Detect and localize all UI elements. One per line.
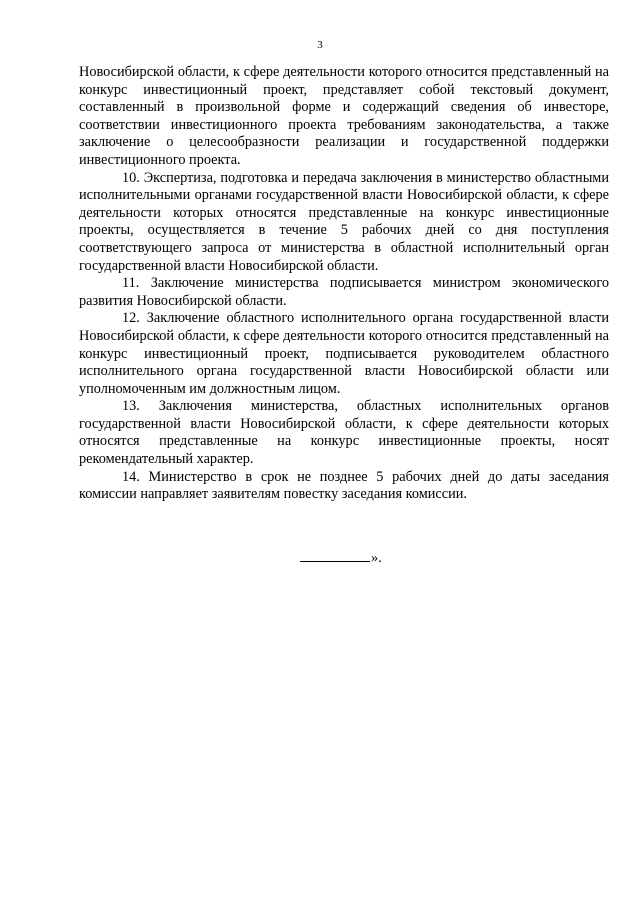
page-number: 3 (317, 39, 323, 51)
document-body (79, 64, 609, 504)
paragraph-12: 12. Заключение областного исполнительного органа государственной власти Новосибирской области, к сфере деятельности которого относится представленный на конкурс инвестиционный проект, подписывается руководителем областного исполнительного органа государственной власти Новосибирской области или уполномоченным им должностным лицом. (79, 310, 609, 397)
paragraph-10: 10. Экспертиза, подготовка и передача заключения в министерство областными исполнительными органами государственной власти Новосибирской области, к сфере деятельности которых относятся представленные на конкурс инвестиционные проекты, осуществляется в течение 5 рабочих дней со дня поступления соответствующего запроса от министерства в областной исполнительный орган государственной власти Новосибирской области. (79, 169, 609, 274)
paragraph-continuation: Новосибирской области, к сфере деятельности которого относится представленный на конкурс инвестиционный проект, представляет собой текстовый документ, составленный в произвольной форме и содержащий сведения об инвесторе, соответствии инвестиционного проекта требованиям законодательства, а также заключение о целесообразности реализации и государственной поддержки инвестиционного проекта. (79, 64, 609, 168)
paragraph-13: 13. Заключения министерства, областных исполнительных органов государственной власти Новосибирской области, к сфере деятельности которых относятся представленные на конкурс инвестиционные проекты, носят рекомендательный характер. (79, 398, 609, 468)
closing-mark (300, 548, 382, 567)
paragraph-11: 11. Заключение министерства подписывается министром экономического развития Новосибирской области. (79, 275, 609, 309)
closing-underline (300, 548, 370, 562)
closing-quote: ». (371, 550, 382, 566)
paragraph-14: 14. Министерство в срок не позднее 5 рабочих дней до даты заседания комиссии направляет заявителям повестку заседания комиссии. (79, 468, 609, 503)
